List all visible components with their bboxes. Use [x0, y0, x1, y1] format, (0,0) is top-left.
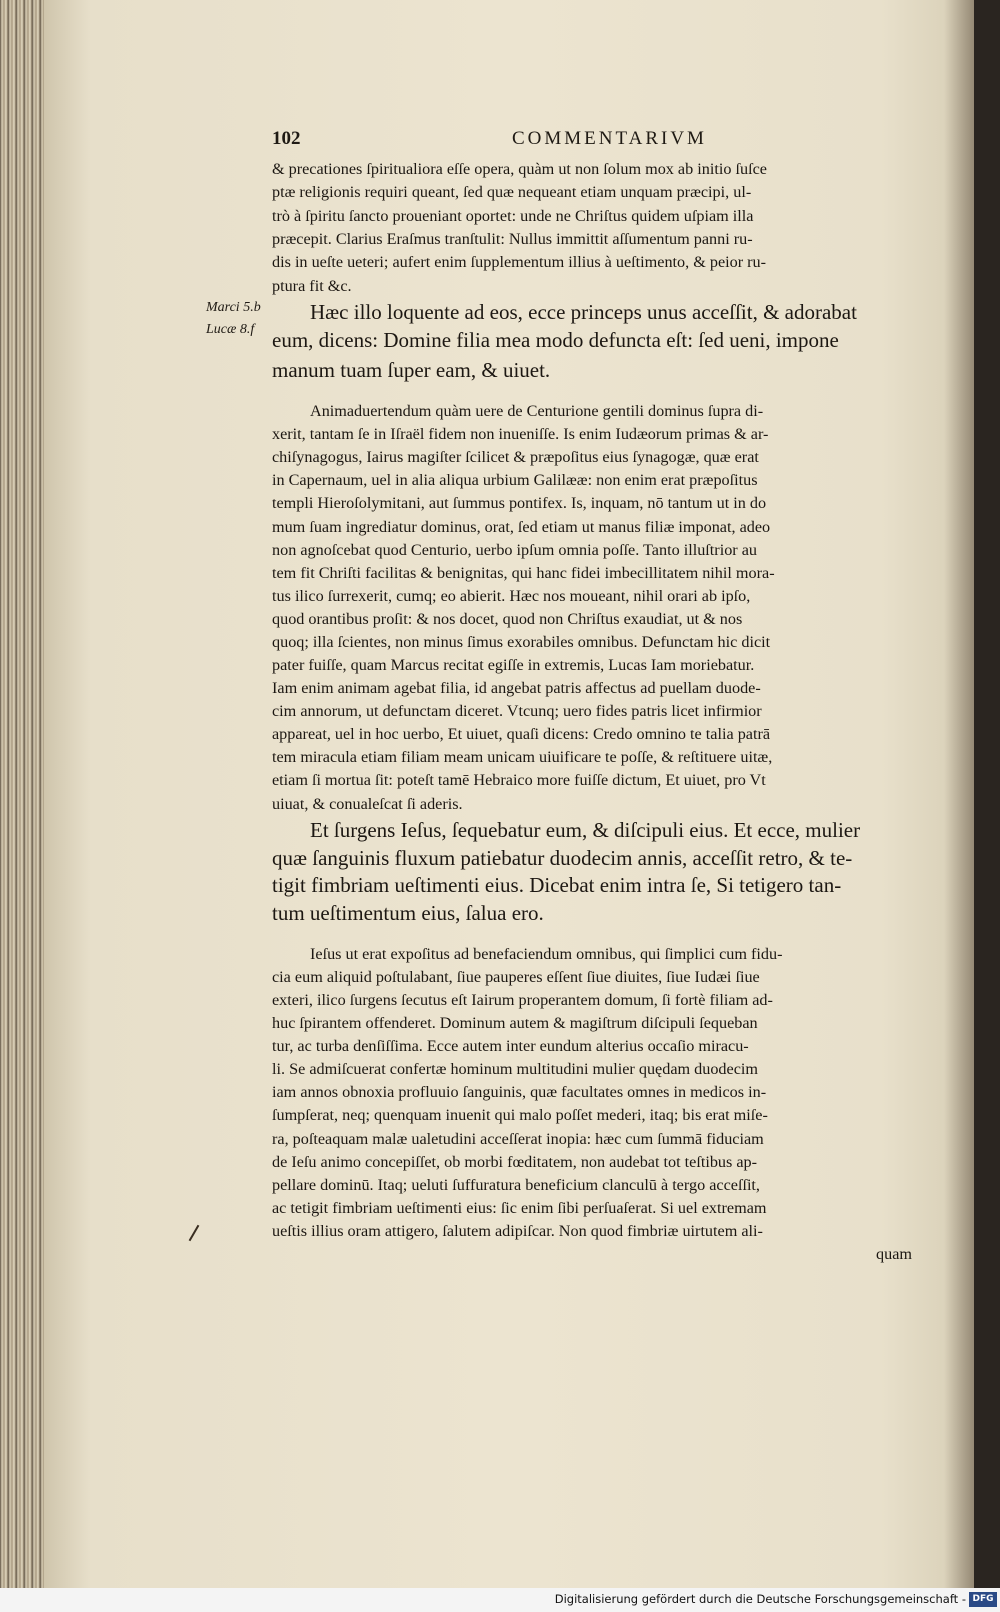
commentary-line: dis in ueſte ueteri; aufert enim ſupplementum illius à ueſtimento, & peior ru-: [272, 253, 767, 271]
commentary-line: non agnoſcebat quod Centurio, uerbo ipſum omnia poſſe. Tanto illuſtrior au: [272, 541, 757, 559]
commentary-line: exteri, ilico ſurgens ſecutus eſt Iairum properantem domum, ſi fortè filiam ad-: [272, 991, 773, 1009]
commentary-line: quod orantibus proſit: & nos docet, quod non Chriſtus exaudiat, ut & nos: [272, 610, 743, 628]
commentary-line: xerit, tantam ſe in Iſraël fidem non inueniſſe. Is enim Iudæorum primas & ar-: [272, 425, 769, 443]
footer-bar: [0, 1588, 1000, 1612]
scripture-line: manum tuam ſuper eam, & uiuet.: [272, 358, 551, 382]
commentary-line: uiuat, & conualeſcat ſi aderis.: [272, 795, 463, 813]
commentary-line: ac tetigit fimbriam ueſtimenti eius: ſic enim ſibi perſuaſerat. Si uel extremam: [272, 1199, 767, 1217]
commentary-line: præcepit. Clarius Eraſmus tranſtulit: Nullus immittit aſſumentum panni ru-: [272, 230, 753, 248]
page-stack-edge: [0, 0, 46, 1588]
scripture-line: quæ ſanguinis fluxum patiebatur duodecim annis, acceſſit retro, & te-: [272, 846, 853, 870]
commentary-line: iam annos obnoxia profluuio ſanguinis, quæ facultates omnes in medicos in-: [272, 1083, 767, 1101]
commentary-line: ra, poſteaquam malæ ualetudini acceſſerat inopia: hæc cum ſummā fiduciam: [272, 1130, 764, 1148]
commentary-line: ptæ religionis requiri queant, ſed quæ nequeant etiam unquam præcipi, ul-: [272, 183, 752, 201]
commentary-line: ptura fit &c.: [272, 277, 352, 295]
scripture-line: eum, dicens: Domine filia mea modo defuncta eſt: ſed ueni, impone: [272, 328, 839, 352]
commentary-line: trò à ſpiritu ſancto proueniant oportet: unde ne Chriſtus quidem uſpiam illa: [272, 207, 754, 225]
running-title: COMMENTARIVM: [512, 128, 707, 149]
commentary-line: templi Hieroſolymitani, aut ſummus pontifex. Is, inquam, nō tantum ut in do: [272, 494, 767, 512]
commentary-line: ſumpſerat, neq; quenquam inuenit qui malo poſſet mederi, itaq; bis erat miſe-: [272, 1106, 768, 1124]
commentary-line: Ieſus ut erat expoſitus ad benefaciendum omnibus, qui ſimplici cum fidu-: [310, 945, 783, 963]
commentary-line: ueſtis illius oram attigero, ſalutem adipiſcar. Non quod fimbriæ uirtutem ali-: [272, 1222, 763, 1240]
commentary-line: appareat, uel in hoc uerbo, Et uiuet, quaſi dicens: Credo omnino te talia patrā: [272, 725, 771, 743]
commentary-line: quam: [876, 1245, 912, 1263]
commentary-line: mum ſuam ingrediatur dominus, orat, ſed etiam ut manus filiæ imponat, adeo: [272, 518, 771, 536]
commentary-line: & precationes ſpiritualiora eſſe opera, quàm ut non ſolum mox ab initio ſuſce: [272, 160, 767, 178]
commentary-line: pellare dominū. Itaq; ueluti ſuffuratura beneficium clanculū à tergo acceſſit,: [272, 1176, 760, 1194]
scripture-line: Et ſurgens Ieſus, ſequebatur eum, & diſcipuli eius. Et ecce, mulier: [310, 818, 861, 842]
spine-shadow: [944, 0, 974, 1588]
scripture-line: Hæc illo loquente ad eos, ecce princeps unus acceſſit, & adorabat: [310, 300, 857, 324]
commentary-line: li. Se admiſcuerat confertæ hominum multitudini mulier quędam duodecim: [272, 1060, 758, 1078]
commentary-line: huc ſpirantem offenderet. Dominum autem & magiſtrum diſcipuli ſequeban: [272, 1014, 758, 1032]
commentary-line: tus ilico ſurrexerit, cumq; eo abierit. Hæc nos moueant, nihil orari ab ipſo,: [272, 587, 751, 605]
commentary-line: pater fuiſſe, quam Marcus recitat egiſſe in extremis, Lucas Iam moriebatur.: [272, 656, 755, 674]
commentary-line: etiam ſi mortua ſit: poteſt tamē Hebraico more fuiſſe dictum, Et uiuet, pro Vt: [272, 771, 766, 789]
marginal-reference: Marci 5.b: [206, 300, 261, 315]
running-header: [272, 128, 932, 158]
commentary-line: cia eum aliquid poſtulabant, ſiue pauperes eſſent ſiue diuites, ſiue Iudæi ſiue: [272, 968, 760, 986]
commentary-line: tem fit Chriſti facilitas & benignitas, qui hanc fidei imbecillitatem nihil mora-: [272, 564, 775, 582]
commentary-line: cim annorum, ut defunctam diceret. Vtcunq; uero fides patris licet infirmior: [272, 702, 762, 720]
commentary-line: chiſynagogus, Iairus magiſter ſcilicet & præpoſitus eius ſynagogæ, quæ erat: [272, 448, 759, 466]
commentary-line: in Capernaum, uel in alia aliqua urbium Galilææ: non enim erat præpoſitus: [272, 471, 758, 489]
commentary-line: de Ieſu animo concepiſſet, ob morbi fœditatem, non audebat tot teſtibus ap-: [272, 1153, 758, 1171]
commentary-line: tem miracula etiam filiam meam unicam uiuificare te poſſe, & reſtituere uitæ,: [272, 748, 773, 766]
marginal-reference: Lucæ 8.f: [206, 322, 255, 337]
commentary-line: quoq; illa ſcientes, non minus ſimus exorabiles omnibus. Defunctam hic dicit: [272, 633, 771, 651]
scripture-line: tum ueſtimentum eius, ſalua ero.: [272, 901, 544, 925]
scripture-line: tigit fimbriam ueſtimenti eius. Dicebat enim intra ſe, Si tetigero tan-: [272, 873, 842, 897]
funding-credit: Digitalisierung gefördert durch die Deutsche Forschungsgemeinschaft -: [554, 1592, 966, 1606]
dfg-logo-icon: DFG: [969, 1592, 997, 1607]
commentary-line: Iam enim animam agebat filia, id angebat patris affectus ad puellam duode-: [272, 679, 761, 697]
page-number: 102: [272, 128, 301, 149]
commentary-line: Animaduertendum quàm uere de Centurione gentili dominus ſupra di-: [310, 402, 764, 420]
commentary-line: tur, ac turba denſiſſima. Ecce autem inter eundum alterius occaſio miracu-: [272, 1037, 749, 1055]
